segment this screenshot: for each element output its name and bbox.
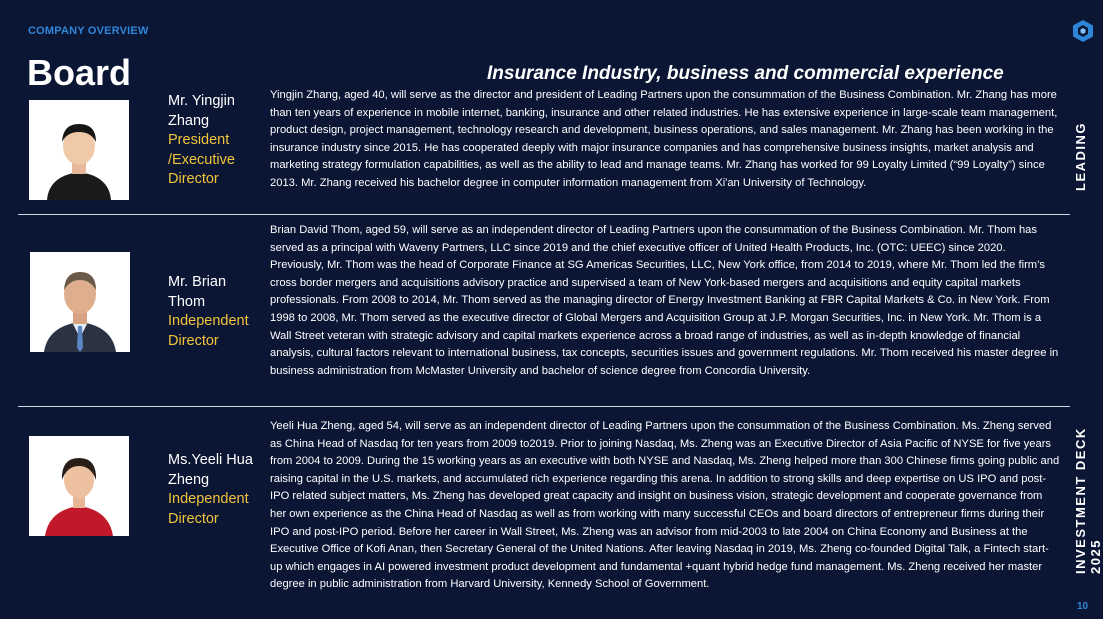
side-brand-text: LEADING xyxy=(1073,122,1088,191)
divider xyxy=(18,214,1070,215)
member-bio: Yeeli Hua Zheng, aged 54, will serve as an independent director of Leading Partners upon the consummation of the Business Combination. Ms. Zheng served as China Head of Nasdaq for ten years from 2009 to2019. Prior to joining Nasdaq, Ms. Zheng was an Executive Director of Asia Pacific of NYSE for five years from 2004 to 2009. During the 15 working years as an executive with both NYSE and Nasdaq, Ms. Zheng helped more than 300 Chinese firms going public and raising capital in the U.S. markets, and accumulated rich experience regarding this arena. In addition to strong skills and deep expertise on US IPO and post-IPO related subject matters, Ms. Zheng has developed great capacity and insight on business vision, strategic development and cooperate governance from her own experience as the China Head of Nasdaq as well as from working with many successful CEOs and board directors of entrepreneur firms during their IPO and post-IPO period. Before her career in Wall Street, Ms. Zheng was an advisor from mid-2003 to late 2004 on China Economy and Business at the Executive Office of Kofi Anan, then Secretary General of the United Nations. After leaving Nasdaq in 2019, Ms. Zheng co-founded Digital Talk, a Fintech start-up which engages in AI powered investment product development and fundamental +quant hybrid hedge fund management. Ms. Zheng received her master degree in public administration from Harvard University, Kennedy School of Government. xyxy=(270,420,1060,591)
side-deck-text: INVESTMENT DECK 2025 xyxy=(1073,427,1103,574)
divider xyxy=(18,406,1070,407)
logo-icon xyxy=(1072,19,1094,43)
member-photo-zheng xyxy=(29,436,129,536)
page-number: 10 xyxy=(1077,601,1089,612)
member-name: Mr. Yingjin Zhang xyxy=(168,93,235,129)
member-bio: Yingjin Zhang, aged 40, will serve as the director and president of Leading Partners upon the consummation of the Business Combination. Mr. Zhang has more than ten years of experience in mobile internet, banking, insurance and other related industries. He has extensive experience in large-scale team management, product design, project management, technology research and development, business operations, and sales management. Mr. Zhang has been working in the insurance industry since 2015. He has cooperated deeply with major insurance companies and has comprehensive business insights, market analysis and marketing strategy formulation capabilities, as well as the ability to lead and manage teams. Mr. Zhang has worked for 99 Loyalty Limited (“99 Loyalty”) since 2013. Mr. Zhang received his bachelor degree in computer information management from Xi'an University of Technology. xyxy=(270,89,1058,189)
member-role: Independent Director xyxy=(168,313,249,349)
section-label: COMPANY OVERVIEW xyxy=(28,25,149,37)
member-bio: Brian David Thom, aged 59, will serve as an independent director of Leading Partners upon the consummation of the Business Combination. Mr. Thom has served as a principal with Waveny Partners, LLC since 2019 and the chief executive officer of United Health Products, Inc. (OTC: UEEC) since 2020. Previously, Mr. Thom was the head of Corporate Finance at SG Americas Securities, LLC, New York office, from 2014 to 2019, where Mr. Thom led the firm’s cross border mergers and acquisitions advisory practice and supervised a team of New York-based mergers and acquisitions and equity capital markets professionals. From 2008 to 2014, Mr. Thom served as the managing director of Energy Investment Banking at FBR Capital Markets & Co. in New York. From 1998 to 2008, Mr. Thom served as the executive director of Global Mergers and Acquisition Group at J.P. Morgan Securities, Inc. in New York. Mr. Thom is a Wall Street veteran with strategic advisory and capital markets experience across a broad range of industries, as well as in-depth knowledge of financial analysis, cultural factors relevant to international business, tax concepts, securities issues and government regulations. Mr. Thom received his master degree in business administration from McMaster University and bachelor of science degree from Concordia University. xyxy=(270,224,1059,377)
page-title: Board xyxy=(27,52,132,93)
member-role: President /Executive Director xyxy=(168,132,235,187)
page-subtitle: Insurance Industry, business and commercial experience xyxy=(487,63,1004,84)
member-photo-zhang xyxy=(29,100,129,200)
member-name: Ms.Yeeli Hua Zheng xyxy=(168,452,253,488)
member-photo-thom xyxy=(30,252,130,352)
member-name: Mr. Brian Thom xyxy=(168,274,227,310)
member-role: Independent Director xyxy=(168,491,249,527)
